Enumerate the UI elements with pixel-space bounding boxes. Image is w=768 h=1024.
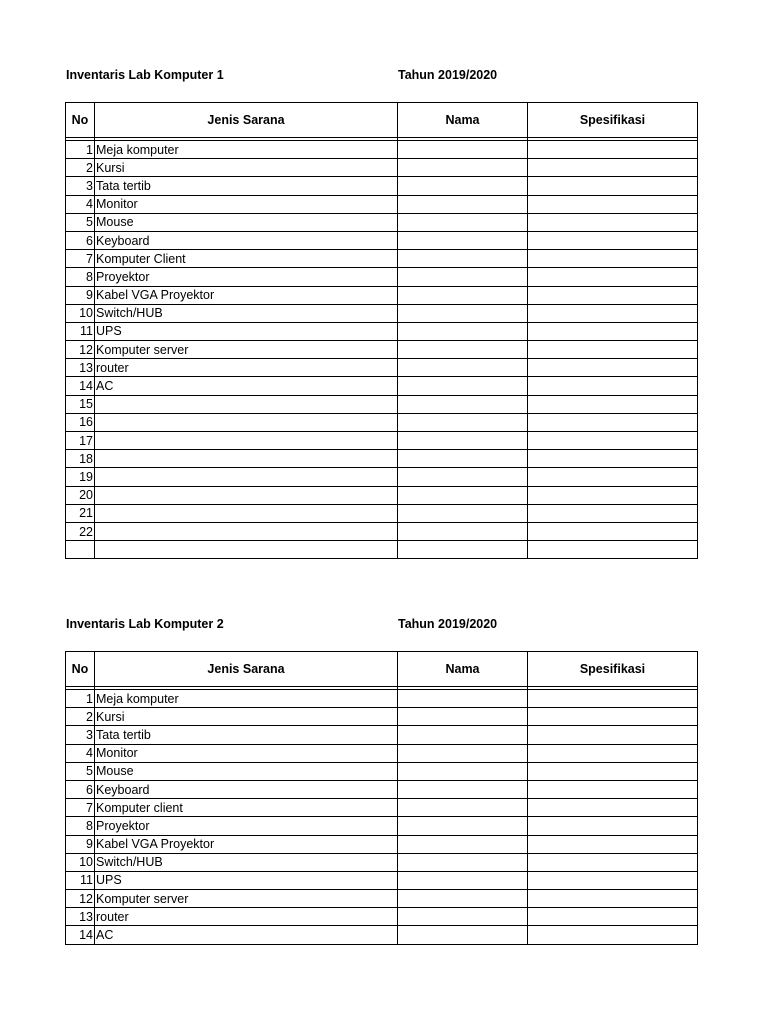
cell-no: 9 — [66, 286, 95, 304]
table-row — [66, 853, 698, 871]
cell-spesifikasi — [528, 890, 698, 908]
cell-spesifikasi — [528, 799, 698, 817]
cell-nama — [398, 780, 528, 798]
cell-jenis-sarana: Tata tertib — [95, 177, 398, 195]
cell-spesifikasi — [528, 413, 698, 431]
cell-jenis-sarana: Komputer Client — [95, 250, 398, 268]
cell-nama — [398, 817, 528, 835]
cell-nama — [398, 286, 528, 304]
cell-jenis-sarana — [95, 413, 398, 431]
cell-jenis-sarana — [95, 432, 398, 450]
cell-jenis-sarana: Keyboard — [95, 231, 398, 249]
cell-spesifikasi — [528, 708, 698, 726]
table-row — [66, 780, 698, 798]
cell-no: 12 — [66, 341, 95, 359]
cell-nama — [398, 468, 528, 486]
cell-spesifikasi — [528, 908, 698, 926]
table-row — [66, 522, 698, 540]
cell-nama — [398, 213, 528, 231]
cell-jenis-sarana: Keyboard — [95, 780, 398, 798]
cell-spesifikasi — [528, 341, 698, 359]
cell-no: 5 — [66, 213, 95, 231]
cell-nama — [398, 195, 528, 213]
table-row — [66, 726, 698, 744]
cell-nama — [398, 250, 528, 268]
cell-spesifikasi — [528, 780, 698, 798]
cell-no: 13 — [66, 908, 95, 926]
cell-no: 22 — [66, 522, 95, 540]
cell-nama — [398, 522, 528, 540]
cell-nama — [398, 926, 528, 944]
table-row — [66, 195, 698, 213]
cell-nama — [398, 159, 528, 177]
table-row — [66, 708, 698, 726]
cell-nama — [398, 341, 528, 359]
cell-no: 17 — [66, 432, 95, 450]
cell-no: 10 — [66, 304, 95, 322]
inventory-section-1 — [65, 68, 697, 539]
inventory-section-2 — [65, 617, 697, 943]
cell-nama — [398, 141, 528, 159]
table-row — [66, 817, 698, 835]
cell-no: 11 — [66, 871, 95, 889]
cell-no: 2 — [66, 708, 95, 726]
cell-spesifikasi — [528, 486, 698, 504]
table-row — [66, 286, 698, 304]
cell-no: 6 — [66, 231, 95, 249]
cell-nama — [398, 304, 528, 322]
cell-nama — [398, 744, 528, 762]
cell-spesifikasi — [528, 322, 698, 340]
cell-nama — [398, 377, 528, 395]
cell-nama — [398, 690, 528, 708]
cell-no: 3 — [66, 726, 95, 744]
cell-spesifikasi — [528, 141, 698, 159]
cell-jenis-sarana: Mouse — [95, 213, 398, 231]
cell-jenis-sarana — [95, 468, 398, 486]
header-nama: Nama — [398, 652, 528, 687]
cell-jenis-sarana — [95, 522, 398, 540]
cell-spesifikasi — [528, 395, 698, 413]
cell-nama — [398, 359, 528, 377]
table-row — [66, 690, 698, 708]
cell-nama — [398, 504, 528, 522]
cell-spesifikasi — [528, 504, 698, 522]
cell-no: 21 — [66, 504, 95, 522]
table-row — [66, 450, 698, 468]
cell-jenis-sarana: Proyektor — [95, 817, 398, 835]
table-row — [66, 908, 698, 926]
cell-no: 8 — [66, 268, 95, 286]
header-spesifikasi: Spesifikasi — [528, 103, 698, 138]
cell-nama — [398, 890, 528, 908]
header-jenis-sarana: Jenis Sarana — [95, 103, 398, 138]
cell-no: 11 — [66, 322, 95, 340]
cell-jenis-sarana: Monitor — [95, 195, 398, 213]
cell-nama — [398, 799, 528, 817]
cell-spesifikasi — [528, 817, 698, 835]
cell-jenis-sarana: UPS — [95, 322, 398, 340]
cell-nama — [398, 231, 528, 249]
header-no: No — [66, 103, 95, 138]
cell-jenis-sarana — [95, 450, 398, 468]
inventory-table — [65, 102, 698, 559]
cell-nama — [398, 486, 528, 504]
table-row — [66, 304, 698, 322]
cell-jenis-sarana: Mouse — [95, 762, 398, 780]
table-row — [66, 926, 698, 944]
table-row — [66, 504, 698, 522]
section-title: Inventaris Lab Komputer 2 — [66, 617, 224, 631]
cell-jenis-sarana: Kabel VGA Proyektor — [95, 835, 398, 853]
cell-spesifikasi — [528, 231, 698, 249]
cell-no: 12 — [66, 890, 95, 908]
cell-no: 10 — [66, 853, 95, 871]
table-body — [66, 141, 698, 559]
cell-nama — [398, 726, 528, 744]
cell-jenis-sarana: Komputer server — [95, 890, 398, 908]
section-year: Tahun 2019/2020 — [398, 617, 498, 631]
table-row — [66, 177, 698, 195]
cell-spesifikasi — [528, 304, 698, 322]
header-nama: Nama — [398, 103, 528, 138]
table-row — [66, 835, 698, 853]
cell-jenis-sarana: router — [95, 908, 398, 926]
table-row — [66, 541, 698, 559]
cell-jenis-sarana: Proyektor — [95, 268, 398, 286]
header-spesifikasi: Spesifikasi — [528, 652, 698, 687]
table-row — [66, 141, 698, 159]
cell-no: 8 — [66, 817, 95, 835]
cell-jenis-sarana: Kursi — [95, 708, 398, 726]
table-row — [66, 468, 698, 486]
cell-nama — [398, 177, 528, 195]
cell-spesifikasi — [528, 159, 698, 177]
cell-spesifikasi — [528, 213, 698, 231]
table-row — [66, 250, 698, 268]
cell-no: 13 — [66, 359, 95, 377]
cell-nama — [398, 835, 528, 853]
cell-spesifikasi — [528, 359, 698, 377]
cell-no: 20 — [66, 486, 95, 504]
table-row — [66, 432, 698, 450]
cell-jenis-sarana: Komputer server — [95, 341, 398, 359]
cell-nama — [398, 268, 528, 286]
cell-jenis-sarana — [95, 486, 398, 504]
header-jenis-sarana: Jenis Sarana — [95, 652, 398, 687]
cell-jenis-sarana: Komputer client — [95, 799, 398, 817]
table-row — [66, 377, 698, 395]
cell-no: 4 — [66, 744, 95, 762]
cell-no: 7 — [66, 799, 95, 817]
cell-no: 14 — [66, 377, 95, 395]
cell-no — [66, 541, 95, 559]
table-row — [66, 486, 698, 504]
cell-nama — [398, 432, 528, 450]
cell-jenis-sarana: Kabel VGA Proyektor — [95, 286, 398, 304]
inventory-table — [65, 651, 698, 945]
cell-nama — [398, 762, 528, 780]
cell-nama — [398, 871, 528, 889]
cell-nama — [398, 708, 528, 726]
cell-nama — [398, 450, 528, 468]
cell-spesifikasi — [528, 690, 698, 708]
table-row — [66, 231, 698, 249]
cell-no: 2 — [66, 159, 95, 177]
cell-jenis-sarana: Kursi — [95, 159, 398, 177]
table-row — [66, 268, 698, 286]
cell-nama — [398, 908, 528, 926]
cell-no: 4 — [66, 195, 95, 213]
cell-no: 7 — [66, 250, 95, 268]
cell-no: 16 — [66, 413, 95, 431]
cell-jenis-sarana: Meja komputer — [95, 690, 398, 708]
cell-spesifikasi — [528, 744, 698, 762]
cell-spesifikasi — [528, 522, 698, 540]
cell-spesifikasi — [528, 926, 698, 944]
table-row — [66, 744, 698, 762]
section-header — [65, 617, 697, 637]
table-row — [66, 871, 698, 889]
cell-no: 3 — [66, 177, 95, 195]
cell-no: 1 — [66, 690, 95, 708]
cell-spesifikasi — [528, 762, 698, 780]
cell-jenis-sarana — [95, 504, 398, 522]
cell-jenis-sarana: Switch/HUB — [95, 853, 398, 871]
cell-spesifikasi — [528, 726, 698, 744]
cell-jenis-sarana: Meja komputer — [95, 141, 398, 159]
cell-jenis-sarana — [95, 541, 398, 559]
table-row — [66, 799, 698, 817]
table-row — [66, 395, 698, 413]
table-row — [66, 159, 698, 177]
cell-nama — [398, 322, 528, 340]
section-header — [65, 68, 697, 88]
cell-nama — [398, 541, 528, 559]
table-row — [66, 890, 698, 908]
table-header-row — [66, 652, 698, 687]
cell-jenis-sarana: UPS — [95, 871, 398, 889]
cell-spesifikasi — [528, 835, 698, 853]
cell-spesifikasi — [528, 177, 698, 195]
table-header-row — [66, 103, 698, 138]
cell-nama — [398, 413, 528, 431]
cell-jenis-sarana: AC — [95, 926, 398, 944]
table-row — [66, 359, 698, 377]
table-row — [66, 762, 698, 780]
table-row — [66, 341, 698, 359]
table-row — [66, 413, 698, 431]
cell-no: 5 — [66, 762, 95, 780]
cell-spesifikasi — [528, 268, 698, 286]
cell-spesifikasi — [528, 432, 698, 450]
cell-no: 6 — [66, 780, 95, 798]
cell-no: 19 — [66, 468, 95, 486]
cell-no: 1 — [66, 141, 95, 159]
cell-jenis-sarana: AC — [95, 377, 398, 395]
table-body — [66, 690, 698, 945]
cell-spesifikasi — [528, 468, 698, 486]
section-year: Tahun 2019/2020 — [398, 68, 498, 82]
header-no: No — [66, 652, 95, 687]
cell-jenis-sarana: Tata tertib — [95, 726, 398, 744]
cell-jenis-sarana — [95, 395, 398, 413]
cell-spesifikasi — [528, 195, 698, 213]
cell-spesifikasi — [528, 871, 698, 889]
cell-jenis-sarana: Monitor — [95, 744, 398, 762]
cell-nama — [398, 853, 528, 871]
cell-jenis-sarana: Switch/HUB — [95, 304, 398, 322]
cell-no: 14 — [66, 926, 95, 944]
section-title: Inventaris Lab Komputer 1 — [66, 68, 224, 82]
cell-spesifikasi — [528, 250, 698, 268]
cell-no: 9 — [66, 835, 95, 853]
cell-spesifikasi — [528, 541, 698, 559]
cell-jenis-sarana: router — [95, 359, 398, 377]
cell-no: 18 — [66, 450, 95, 468]
cell-spesifikasi — [528, 377, 698, 395]
table-row — [66, 322, 698, 340]
cell-spesifikasi — [528, 450, 698, 468]
table-row — [66, 213, 698, 231]
cell-spesifikasi — [528, 286, 698, 304]
cell-spesifikasi — [528, 853, 698, 871]
cell-no: 15 — [66, 395, 95, 413]
cell-nama — [398, 395, 528, 413]
